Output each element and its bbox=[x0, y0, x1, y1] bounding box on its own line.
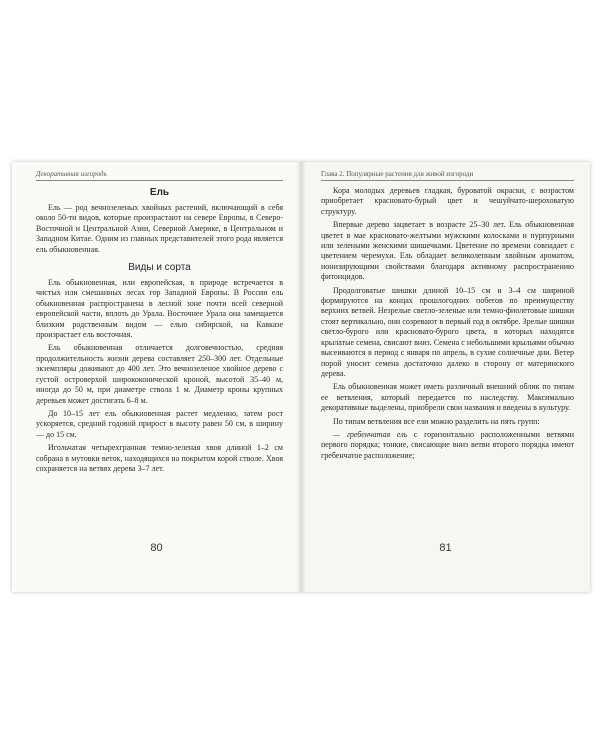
right-paragraph: Ель обыкновенная может иметь различный внешний облик по типам ее ветвления, который передается по наследству. Максимально декоративные выделены, приобрели свои названия и введены в культуру. bbox=[321, 382, 574, 413]
book-spread bbox=[12, 162, 590, 592]
right-paragraph: Впервые дерево зацветает в возрасте 25–30 лет. Ель обыкновенная цветет в мае красновато-желтыми мужскими колосками и пурпурными или зелеными женскими шишечками. Цветение по времени совпадает с цветением черемухи. Ель обладает великолепным хвойным ароматом, ионизирующими свойствами благодаря активному распространению фитонцидов. bbox=[321, 220, 574, 282]
page-number-left: 80 bbox=[150, 542, 163, 554]
left-paragraph: Ель обыкновенная отличается долговечностью, средняя продолжительность жизни дерева составляет 250–300 лет. Отдельные экземпляры доживают до 400 лет. Это вечнозеленое хвойное дерево с густой островерхой ширококонической кроной, высотой 35–40 м, иногда до 50 м, при диаметре ствола 1 м. Диаметр кроны крупных деревьев может достигать 6–8 м. bbox=[36, 343, 283, 405]
section-heading: Виды и сорта bbox=[128, 262, 191, 274]
right-page bbox=[301, 162, 590, 592]
list-item bbox=[321, 430, 574, 461]
left-paragraph: До 10–15 лет ель обыкновенная растет медленно, затем рост ускоряется, средний годовой прирост в высоту равен 50 см, в ширину — до 15 см. bbox=[36, 408, 283, 439]
intro-paragraph: Ель — род вечнозеленых хвойных растений, включающий в себя около 50-ти видов, которые произрастают на севере Европы, в Северо-Восточной и Центральной Азии, Северной Америке, в Центральном и Западном Китае. Одним из главных представителей этого рода является ель обыкновенная. bbox=[36, 203, 283, 254]
page-number-right: 81 bbox=[439, 542, 452, 554]
left-paragraph: Ель обыкновенная, или европейская, в природе встречается в чистых или смешанных лесах гор Западной Европы. В России ель обыкновенная распространена в лесной зоне почти всей северной европейской части, вплоть до Урала. Восточнее Урала она замещается близким родственным видом — елью сибирской, на Кавказе произрастает ель восточная. bbox=[36, 278, 283, 340]
left-paragraph: Игольчатая четырехгранная темно-зеленая хвоя длиной 1–2 см собрана в мутовки веток, находящихся на покрытом корой стволе. Хвоя сохраняется на ветвях дерева 3–7 лет. bbox=[36, 443, 283, 473]
left-page bbox=[12, 162, 301, 592]
right-paragraph: Кора молодых деревьев гладкая, буроватой окраски, с возрастом приобретает красновато-бурый цвет и чешуйчато-шероховатую структуру. bbox=[321, 186, 574, 216]
book-gutter bbox=[296, 162, 306, 592]
running-head-right: Глава 2. Популярные растения для живой изгороди bbox=[321, 170, 574, 181]
running-head-left: Декоративная изгородь bbox=[36, 170, 283, 181]
list-item-text: с горизонтально расположенными ветвями первого порядка; тонкие, свисающие вниз ветви второго порядка имеют гребенчатое расположение; bbox=[321, 429, 574, 460]
right-paragraph: По типам ветвления все ели можно разделить на пять групп: bbox=[333, 416, 540, 426]
chapter-title: Ель bbox=[149, 187, 170, 198]
list-item-term: — гребенчатая ель bbox=[333, 429, 408, 439]
right-paragraph: Продолговатые шишки длиной 10–15 см и 3–4 см шириной формируются на концах прошлогодних побегов по преимуществу верхних ветвей. Незрелые светло-зеленые или темно-фиолетовые шишки стоят вертикально, они созревают в первый год в октябре. Зрелые шишки светло-бурого или красновато-бурого цвета, в которых находятся крылатые семена, свисают вниз. Семена с небольшими крыльями обычно высеиваются в период с января по апрель, в сухие солнечные дни. Ветер порой уносит семена достаточно далеко в сторону от материнского дерева. bbox=[321, 285, 574, 378]
